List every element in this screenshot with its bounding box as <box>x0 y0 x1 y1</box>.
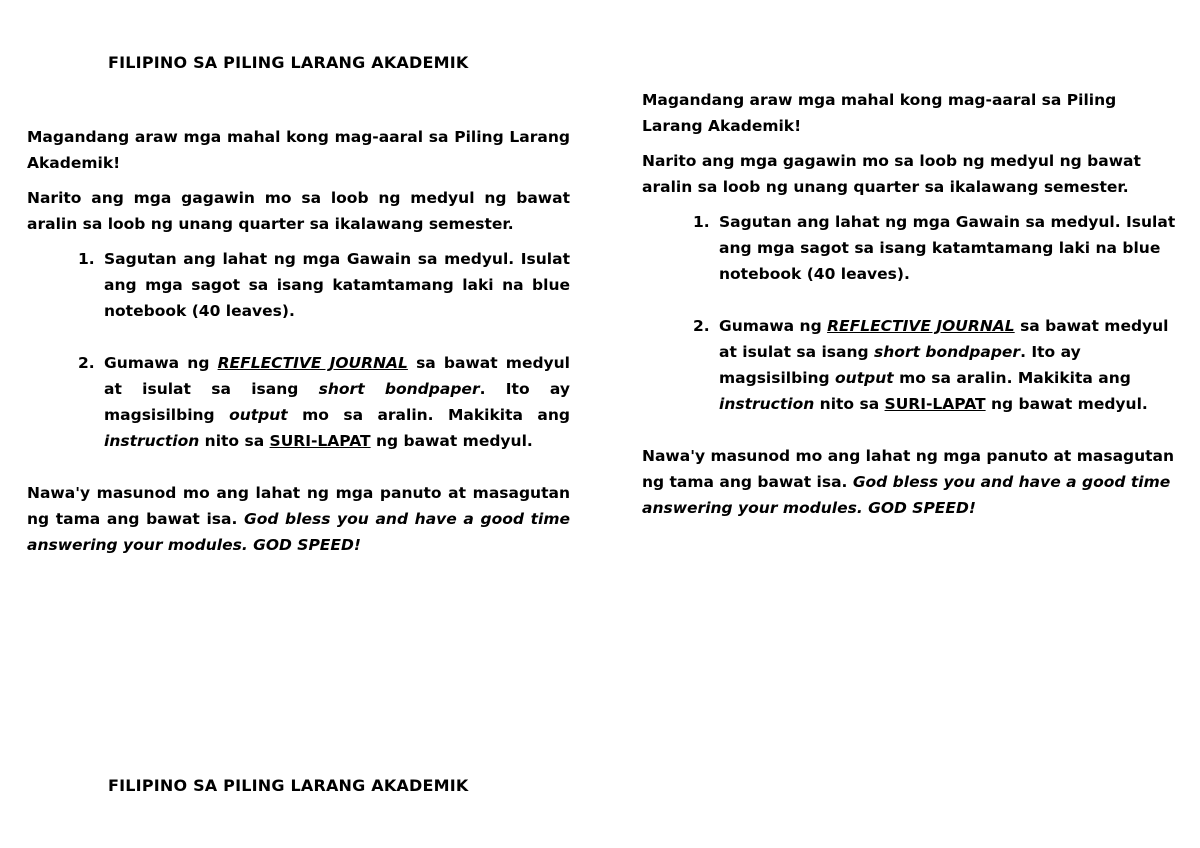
list-item <box>78 350 570 454</box>
list-item <box>693 313 1182 417</box>
task-list <box>693 209 1182 417</box>
suri-lapat-term: SURI-LAPAT <box>884 395 986 413</box>
closing-paragraph: Nawa'y masunod mo ang lahat ng mga panuto at masagutan ng tama ang bawat isa. God bless you and have a good time answering your modules. GOD SPEED! <box>27 484 571 554</box>
task-list <box>78 246 570 454</box>
instruction-term: instruction <box>719 395 815 413</box>
task-text: Gumawa ng REFLECTIVE JOURNAL sa bawat medyul at isulat sa isang short bondpaper. Ito ay magsisilbing output mo sa aralin. Makikita ang instruction nito sa SURI-LAPAT ng bawat medyul. <box>104 354 570 450</box>
short-bondpaper-term: short bondpaper <box>874 343 1021 361</box>
letter-left-copy <box>27 124 570 567</box>
reflective-journal-term: REFLECTIVE JOURNAL <box>827 317 1015 335</box>
short-bondpaper-term: short bondpaper <box>318 380 480 398</box>
task-text: Sagutan ang lahat ng mga Gawain sa medyul. Isulat ang mga sagot sa isang katamtamang laki na blue notebook (40 leaves). <box>104 250 570 320</box>
closing-blessing: God bless you and have a good time answering your modules. GOD SPEED! <box>27 510 571 554</box>
task-text: Sagutan ang lahat ng mga Gawain sa medyul. Isulat ang mga sagot sa isang katamtamang laki na blue notebook (40 leaves). <box>719 213 1176 283</box>
suri-lapat-term: SURI-LAPAT <box>269 432 371 450</box>
page-title: FILIPINO SA PILING LARANG AKADEMIK <box>108 53 469 72</box>
output-term: output <box>229 406 288 424</box>
list-item <box>78 246 570 324</box>
instruction-term: instruction <box>104 432 200 450</box>
intro-paragraph: Narito ang mga gagawin mo sa loob ng medyul ng bawat aralin sa loob ng unang quarter sa ikalawang semester. <box>27 189 570 233</box>
closing-blessing: God bless you and have a good time answering your modules. GOD SPEED! <box>642 473 1171 517</box>
task-text: Gumawa ng REFLECTIVE JOURNAL sa bawat medyul at isulat sa isang short bondpaper. Ito ay magsisilbing output mo sa aralin. Makikita ang instruction nito sa SURI-LAPAT ng bawat medyul. <box>719 317 1169 413</box>
task-number: 2. <box>78 354 95 372</box>
greeting: Magandang araw mga mahal kong mag-aaral sa Piling Larang Akademik! <box>27 128 570 172</box>
letter-right-copy <box>642 87 1182 530</box>
reflective-journal-term: REFLECTIVE JOURNAL <box>217 354 408 372</box>
task-number: 2. <box>693 317 710 335</box>
output-term: output <box>835 369 894 387</box>
closing-paragraph: Nawa'y masunod mo ang lahat ng mga panuto at masagutan ng tama ang bawat isa. God bless you and have a good time answering your modules. GOD SPEED! <box>642 447 1175 517</box>
task-number: 1. <box>693 213 710 231</box>
list-item <box>693 209 1182 287</box>
task-number: 1. <box>78 250 95 268</box>
footer-title: FILIPINO SA PILING LARANG AKADEMIK <box>108 776 469 795</box>
intro-paragraph: Narito ang mga gagawin mo sa loob ng medyul ng bawat aralin sa loob ng unang quarter sa ikalawang semester. <box>642 152 1141 196</box>
greeting: Magandang araw mga mahal kong mag-aaral sa Piling Larang Akademik! <box>642 91 1117 135</box>
